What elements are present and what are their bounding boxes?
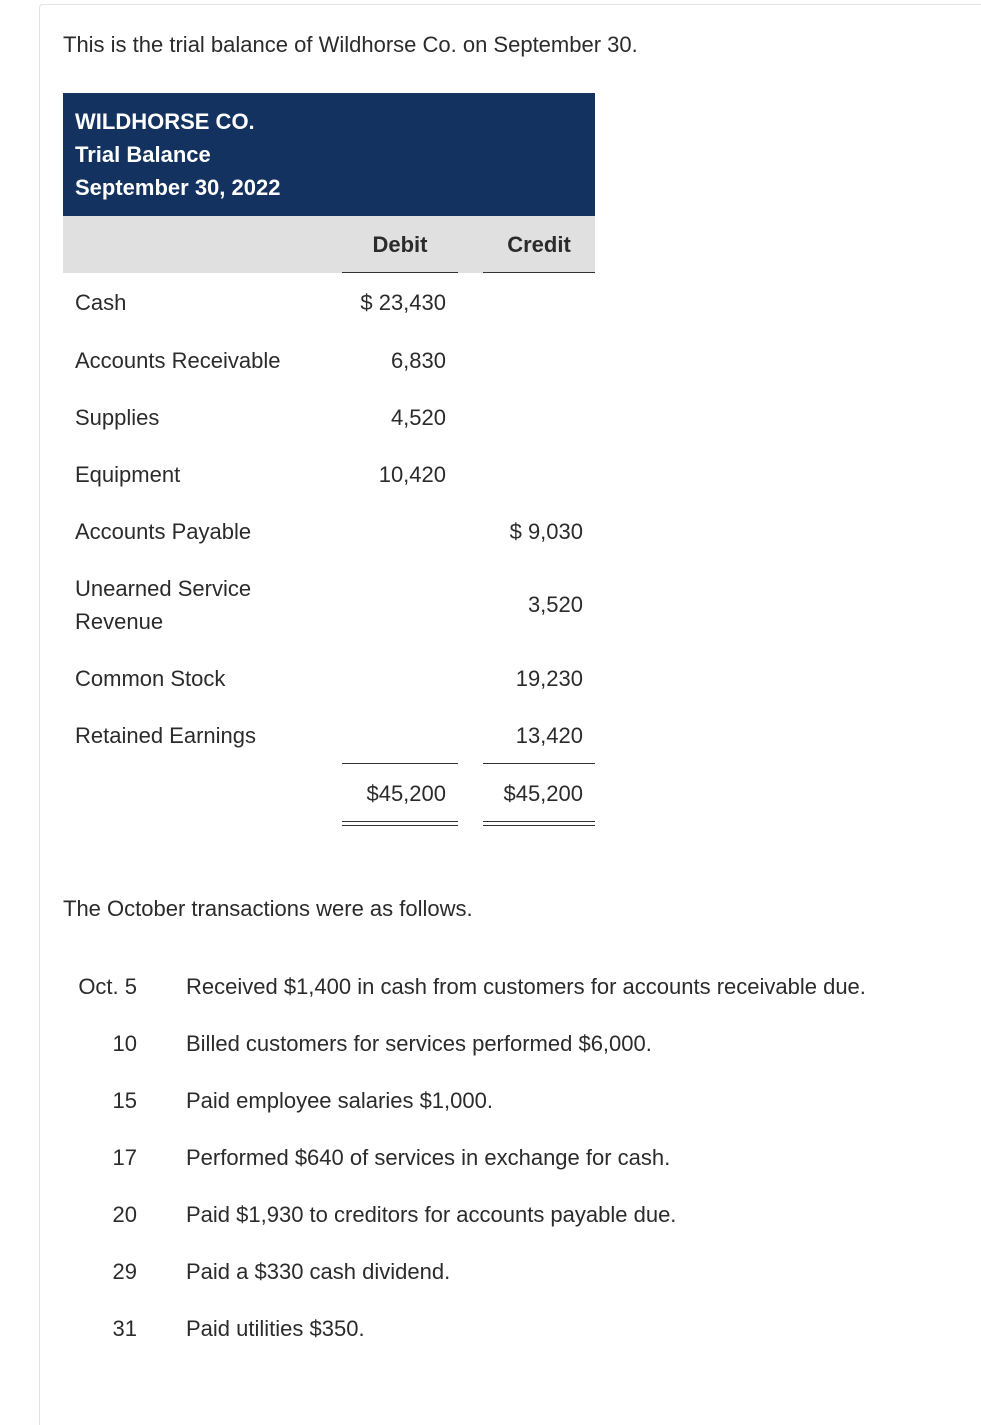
transaction-description: Billed customers for services performed $6,000. <box>186 1031 652 1056</box>
account-name: Equipment <box>75 462 181 487</box>
account-name: Accounts Receivable <box>75 348 281 373</box>
transaction-date: Oct. 5 <box>78 974 137 999</box>
debit-double-underline <box>342 821 458 826</box>
debit-total-rule <box>342 763 458 764</box>
account-name: Retained Earnings <box>75 723 257 748</box>
account-name-line2: Revenue <box>75 609 164 634</box>
debit-amount: 10,420 <box>378 462 446 487</box>
credit-amount: 19,230 <box>515 666 583 691</box>
debit-amount: 4,520 <box>390 405 446 430</box>
transaction-date: 10 <box>112 1031 137 1056</box>
debit-amount: $ 23,430 <box>360 290 446 315</box>
transaction-date: 29 <box>112 1259 137 1284</box>
credit-column-header: Credit <box>507 232 571 257</box>
account-name: Cash <box>75 290 127 315</box>
credit-header-underline <box>483 272 595 273</box>
transaction-description: Performed $640 of services in exchange for cash. <box>186 1145 671 1170</box>
debit-header-underline <box>342 272 458 273</box>
account-name: Common Stock <box>75 666 226 691</box>
transaction-description: Paid utilities $350. <box>186 1316 365 1341</box>
transaction-description: Paid a $330 cash dividend. <box>186 1259 451 1284</box>
credit-amount: 13,420 <box>515 723 583 748</box>
company-name: WILDHORSE CO. <box>75 109 255 134</box>
transaction-date: 31 <box>112 1316 137 1341</box>
transaction-date: 15 <box>112 1088 137 1113</box>
transaction-date: 20 <box>112 1202 137 1227</box>
credit-amount: $ 9,030 <box>509 519 583 544</box>
intro-text: This is the trial balance of Wildhorse Co. on September 30. <box>63 32 638 57</box>
debit-column-header: Debit <box>372 232 428 257</box>
statement-date: September 30, 2022 <box>75 175 281 200</box>
transaction-date: 17 <box>112 1145 137 1170</box>
credit-total-rule <box>483 763 595 764</box>
debit-total: $45,200 <box>366 781 446 806</box>
account-name: Supplies <box>75 405 160 430</box>
debit-amount: 6,830 <box>390 348 446 373</box>
account-name-line1: Unearned Service <box>75 576 252 601</box>
statement-title: Trial Balance <box>75 142 211 167</box>
trial-balance-header <box>63 93 595 216</box>
credit-double-underline <box>483 821 595 826</box>
credit-amount: 3,520 <box>527 592 583 617</box>
transaction-description: Paid $1,930 to creditors for accounts payable due. <box>186 1202 677 1227</box>
account-name: Accounts Payable <box>75 519 252 544</box>
problem-card <box>39 4 981 1425</box>
transaction-description: Paid employee salaries $1,000. <box>186 1088 493 1113</box>
transactions-intro: The October transactions were as follows. <box>63 896 473 921</box>
transaction-description: Received $1,400 in cash from customers for accounts receivable due. <box>186 974 866 999</box>
credit-total: $45,200 <box>503 781 583 806</box>
